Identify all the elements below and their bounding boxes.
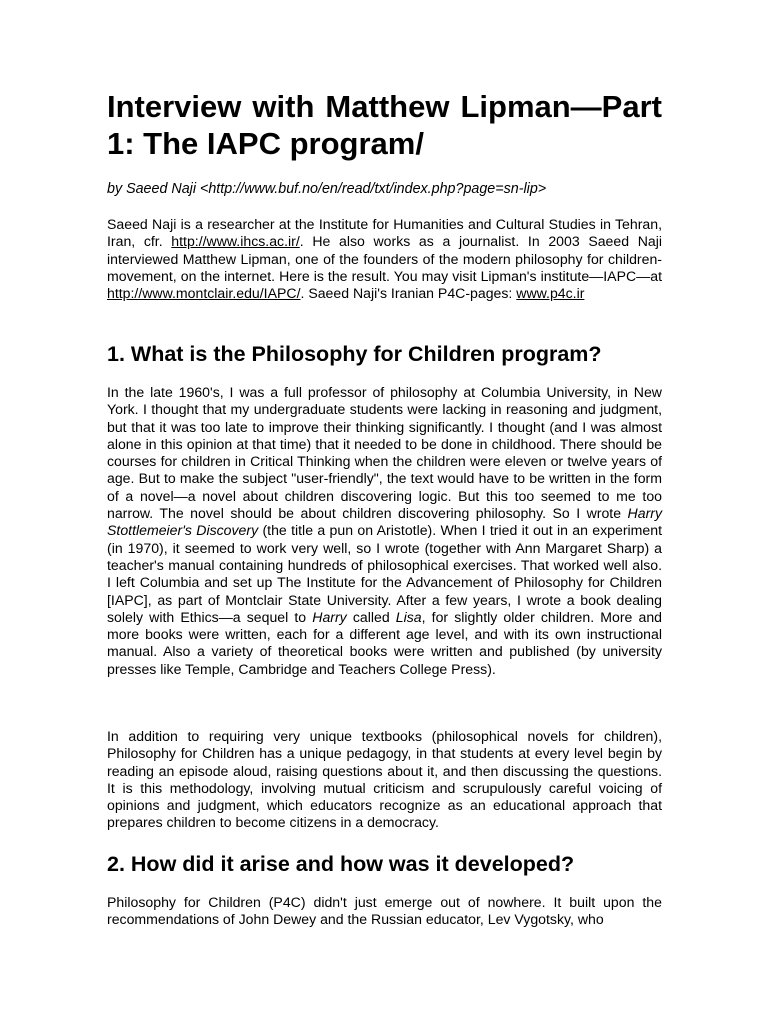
question-1-heading: 1. What is the Philosophy for Children program? [107,342,602,366]
intro-paragraph [107,216,662,302]
answer-1-text-1: In the late 1960's, I was a full professor of philosophy at Columbia University, in New York. I thought that my undergraduate students were lacking in reasoning and judgment, but that it was too late to improve their thinking significantly. I thought (and I was almost alone in this opinion at that time) that it needed to be done in childhood. There should be courses for children in Critical Thinking when the children were eleven or twelve years of age. But to make the subject "user-friendly", the text would have to be written in the form of a novel—a novel about children discovering logic. But this too seemed to me too narrow. The novel should be about children discovering philosophy. So I wrote [107,384,662,522]
intro-text-3: . Saeed Naji's Iranian P4C-pages: [300,285,517,302]
answer-1-paragraph-2: In addition to requiring very unique textbooks (philosophical novels for children), Philosophy for Children has a unique pedagogy, in that students at every level begin by reading an episode aloud, raising questions about it, and then discussing the questions. It is this methodology, involving mutual criticism and scrupulously careful voicing of opinions and judgment, which educators recognize as an educational approach that prepares children to become citizens in a democracy. [107,728,662,831]
answer-2-paragraph-1: Philosophy for Children (P4C) didn't just emerge out of nowhere. It built upon the recommendations of John Dewey and the Russian educator, Lev Vygotsky, who [107,894,662,928]
p4c-link[interactable]: www.p4c.ir [516,285,585,302]
answer-1-text-4: , for slightly older children. More and more books were written, each for a different age level, and with its own instructional manual. Also a variety of theoretical books were written and published (by university presses like Temple, Cambridge and Teachers College Press). [107,608,662,677]
answer-1-text-2: (the title a pun on Aristotle). When I tried it out in an experiment (in 1970), it seemed to work very well, so I wrote (together with Ann Margaret Sharp) a teacher's manual containing hundreds of philosophical exercises. That worked well also. I left Columbia and set up The Institute for the Advancement of Philosophy for Children [IAPC], as part of Montclair State University. After a few years, I wrote a book dealing solely with Ethics—a sequel to [107,522,662,625]
book-title-harry: Harry Stottlemeier's Discovery [107,505,662,539]
book-title-lisa: Lisa [395,608,422,625]
question-2-heading: 2. How did it arise and how was it developed? [107,852,575,876]
montclair-link[interactable]: http://www.montclair.edu/IAPC/ [107,285,301,302]
document-title: Interview with Matthew Lipman—Part 1: The IAPC program/ [107,89,662,161]
ihcs-link[interactable]: http://www.ihcs.ac.ir/ [171,233,300,250]
book-title-harry-short: Harry [312,608,347,625]
byline: by Saeed Naji <http://www.buf.no/en/read/txt/index.php?page=sn-lip> [107,181,547,197]
intro-text-2: . He also works as a journalist. In 2003 Saeed Naji interviewed Matthew Lipman, one of the founders of the modern philosophy for children-movement, on the internet. Here is the result. You may visit Lipman's institute—IAPC—at [107,233,662,284]
intro-text-1: Saeed Naji is a researcher at the Institute for Humanities and Cultural Studies in Tehran, Iran, cfr. [107,216,662,250]
answer-1-text-3: called [346,608,396,625]
answer-1-paragraph-1 [107,384,662,678]
